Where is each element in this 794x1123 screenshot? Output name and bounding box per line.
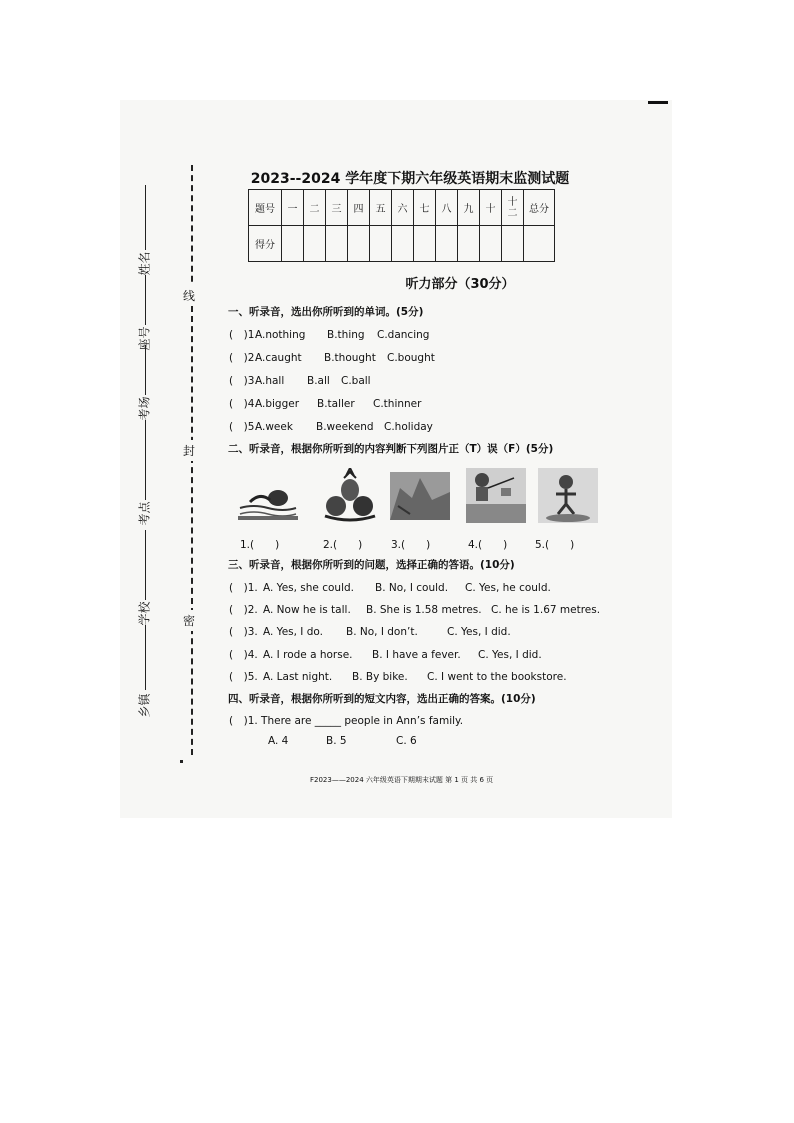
question-number: ( )5. [229,421,258,433]
option-a: A. Now he is tall. [263,604,351,616]
option-a: A. Last night. [263,671,333,683]
score-header-cell: 十 [480,190,502,226]
option-b: B. No, I don’t. [346,626,418,638]
score-input-cell[interactable] [370,226,392,262]
option-c: C. 6 [396,735,417,747]
score-input-cell[interactable] [392,226,414,262]
section3-question [229,580,551,595]
option-b: B.thing [327,329,365,341]
school-field-line [145,530,146,600]
option-c: C. Yes, I did. [478,649,542,661]
score-header-cell: 七 [414,190,436,226]
question-number: ( )2. [229,604,258,616]
question-number: ( )2. [229,352,258,364]
score-input-cell[interactable] [304,226,326,262]
option-a: A. 4 [268,735,289,747]
score-header-cell: 六 [392,190,414,226]
section1-question [229,419,433,434]
option-b: B. I have a fever. [372,649,461,661]
option-c: C. Yes, I did. [447,626,511,638]
score-header-cell: 题号 [249,190,282,226]
question-number: ( )1. [229,582,258,594]
section4-header: 四、听录音，根据你所听到的短文内容，选出正确的答案。(10分) [228,693,536,705]
option-a: A. Yes, I do. [263,626,323,638]
question-number: ( )5. [229,671,258,683]
town-field-line [145,625,146,690]
section4-question: ( )1. There are _____ people in Ann’s family. [229,715,464,727]
question-number: ( )4. [229,398,258,410]
score-header-cell: 八 [436,190,458,226]
score-header-row [249,190,555,226]
town-field-label: 乡镇 [137,693,152,718]
score-header-cell: 总分 [524,190,555,226]
seal-char-xian: 线 [183,285,195,306]
picture-girl-playing [538,468,598,523]
seat-field-line [145,275,146,325]
section1-question [229,396,421,411]
score-input-cell[interactable] [480,226,502,262]
option-c: C.bought [387,352,435,364]
school-field-label: 学校 [137,601,152,626]
room-field-label: 考场 [137,396,152,421]
question-number: ( )1. [229,329,258,341]
option-a: A.bigger [255,398,300,410]
site-field-line [145,420,146,500]
picture-swimming [238,468,298,523]
option-c: C. he is 1.67 metres. [491,604,601,616]
name-field-label: 姓名 [137,251,152,276]
score-header-cell: 五 [370,190,392,226]
section3-question [229,624,511,639]
section2-header: 二、听录音，根据你所听到的内容判断下列图片正（T）误（F）(5分) [228,443,554,455]
score-input-cell[interactable] [458,226,480,262]
score-header-cell: 九 [458,190,480,226]
answer-blank[interactable]: 5.( ) [535,539,575,551]
picture-rock-scene [390,468,450,523]
seat-field-label: 座号 [137,326,152,351]
option-c: C. I went to the bookstore. [427,671,567,683]
seal-char-feng: 封 [183,440,195,461]
score-value-row [249,226,555,262]
option-a: A.nothing [255,329,306,341]
score-table [248,189,555,262]
name-field-line [145,185,146,250]
room-field-line [145,345,146,395]
score-input-cell[interactable] [524,226,555,262]
score-header-cell: 四 [348,190,370,226]
score-input-cell[interactable] [436,226,458,262]
answer-blank[interactable]: 1.( ) [240,539,280,551]
question-number: ( )4. [229,649,258,661]
seal-char-mi: 密 [183,610,195,631]
section3-question [229,602,600,617]
score-header-cell: 一 [282,190,304,226]
option-b: B.weekend [316,421,374,433]
page-footer: F2023——2024 六年级英语下期期末试题 第 1 页 共 6 页 [310,776,494,784]
score-input-cell[interactable] [414,226,436,262]
section3-header: 三、听录音，根据你所听到的问题，选择正确的答语。(10分) [228,559,515,571]
option-c: C.dancing [377,329,430,341]
score-input-cell[interactable] [502,226,524,262]
option-a: A. Yes, she could. [263,582,354,594]
option-b: B. No, I could. [375,582,449,594]
picture-fruits [320,468,380,523]
section1-question [229,373,371,388]
question-number: ( )3. [229,375,258,387]
option-b: B. By bike. [352,671,408,683]
section3-question [229,647,542,662]
score-header-cell: 十 二 [502,190,524,226]
score-header-cell: 二 [304,190,326,226]
corner-mark [648,101,668,104]
option-b: B.all [307,375,330,387]
option-b: B. She is 1.58 metres. [366,604,482,616]
score-row-label: 得分 [249,226,282,262]
option-a: A. I rode a horse. [263,649,353,661]
score-input-cell[interactable] [326,226,348,262]
option-b: B.taller [317,398,355,410]
option-b: B. 5 [326,735,347,747]
answer-blank[interactable]: 4.( ) [468,539,508,551]
answer-blank[interactable]: 3.( ) [391,539,431,551]
answer-blank[interactable]: 2.( ) [323,539,363,551]
exam-title: 2023--2024 学年度下期六年级英语期末监测试题 [250,171,570,187]
option-c: C.ball [341,375,371,387]
section4-options [268,735,417,747]
site-field-label: 考点 [137,501,152,526]
section1-header: 一、听录音，选出你所听到的单词。(5分) [228,306,424,318]
section1-question [229,350,435,365]
score-input-cell[interactable] [348,226,370,262]
option-a: A.week [255,421,293,433]
picture-fishing-boy [466,468,526,523]
score-header-cell: 三 [326,190,348,226]
question-number: ( )3. [229,626,258,638]
margin-dot [180,760,183,763]
option-c: C. Yes, he could. [465,582,551,594]
section1-question [229,327,429,342]
option-a: A.caught [255,352,302,364]
listening-section-title: 听力部分（30分） [405,277,515,292]
option-b: B.thought [324,352,376,364]
score-input-cell[interactable] [282,226,304,262]
option-a: A.hall [255,375,285,387]
option-c: C.holiday [384,421,433,433]
section3-question [229,669,567,684]
option-c: C.thinner [373,398,422,410]
